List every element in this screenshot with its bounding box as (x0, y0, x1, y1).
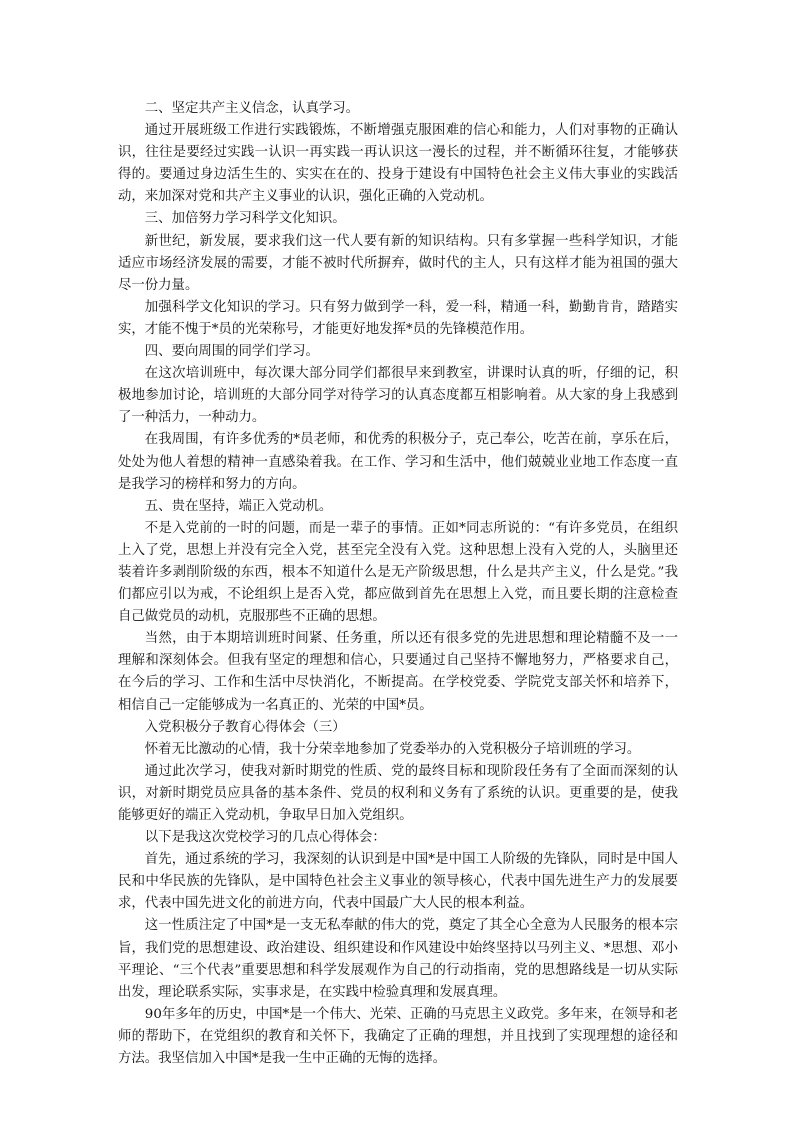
body-paragraph: 怀着无比激动的心情，我十分荣幸地参加了党委举办的入党积极分子培训班的学习。 (144, 741, 641, 757)
document-body (118, 98, 678, 1070)
body-paragraph: 首先，通过系统的学习，我深刻的认识到是中国*是中国工人阶级的先锋队，同时是中国人民和中华民族的先锋队，是中国特色社会主义事业的领导核心，代表中国先进生产力的发展要求，代表中国先进文化的前进方向，代表中国最广大人民的根本利益。 (118, 852, 678, 912)
section-heading-4: 四、要向周围的同学们学习。 (144, 344, 319, 360)
body-paragraph: 通过开展班级工作进行实践锻炼，不断增强克服困难的信心和能力，人们对事物的正确认识，往往是要经过实践一认识一再实践一再认识这一漫长的过程，并不断循环往复，才能够获得的。要通过身边活生生的、实实在在的、投身于建设有中国特色社会主义伟大事业的实践活动，来加深对党和共产主义事业的认识，强化正确的入党动机。 (118, 123, 678, 205)
body-paragraph: 90年多年的历史，中国*是一个伟大、光荣、正确的马克思主义政党。多年来，在领导和老师的帮助下，在党组织的教育和关怀下，我确定了正确的理想，并且找到了实现理想的途径和方法。我坚信加入中国*是我一生中正确的无悔的选择。 (118, 1006, 678, 1067)
document-title: 入党积极分子教育心得体会（三） (144, 719, 346, 735)
body-paragraph: 新世纪，新发展，要求我们这一代人要有新的知识结构。只有多掌握一些科学知识，才能适应市场经济发展的需要，才能不被时代所摒弃，做时代的主人，只有这样才能为祖国的强大尽一份力量。 (118, 233, 678, 293)
body-paragraph: 加强科学文化知识的学习。只有努力做到学一科，爱一科，精通一科，勤勤肯肯，踏踏实实，才能不愧于*员的光荣称号，才能更好地发挥*员的先锋模范作用。 (118, 299, 678, 337)
body-paragraph: 通过此次学习，使我对新时期党的性质、党的最终目标和现阶段任务有了全面而深刻的认识，对新时期党员应具备的基本条件、党员的权利和义务有了系统的认识。更重要的是，使我能够更好的端正入党动机，争取早日加入党组织。 (118, 763, 678, 823)
body-paragraph: 这一性质注定了中国*是一支无私奉献的伟大的党，奠定了其全心全意为人民服务的根本宗旨，我们党的思想建设、政治建设、组织建设和作风建设中始终坚持以马列主义、*思想、邓小平理论、“三个代表”重要思想和科学发展观作为自己的行动指南，党的思想路线是一切从实际出发，理论联系实际，实事求是，在实践中检验真理和发展真理。 (118, 918, 678, 1000)
body-paragraph: 当然，由于本期培训班时间紧、任务重，所以还有很多党的先进思想和理论精髓不及一一理解和深刻体会。但我有坚定的理想和信心，只要通过自己坚持不懈地努力，严格要求自己，在今后的学习、工作和生活中尽快消化，不断提高。在学校党委、学院党支部关怀和培养下，相信自己一定能够成为一名真正的、光荣的中国*员。 (118, 631, 678, 713)
section-heading-3: 三、加倍努力学习科学文化知识。 (144, 211, 346, 227)
section-heading-5: 五、贵在坚持，端正入党动机。 (144, 498, 333, 514)
body-paragraph: 在这次培训班中，每次课大部分同学们都很早来到教室，讲课时认真的听，仔细的记，积极地参加讨论，培训班的大部分同学对待学习的认真态度都互相影响着。从大家的身上我感到了一种活力，一种动力。 (118, 366, 678, 426)
body-paragraph: 以下是我这次党校学习的几点心得体会： (144, 830, 386, 846)
body-paragraph: 不是入党前的一时的问题，而是一辈子的事情。正如*同志所说的：“有许多党员，在组织上入了党，思想上并没有完全入党，甚至完全没有入党。这种思想上没有入党的人，头脑里还装着许多剥削阶级的东西，根本不知道什么是无产阶级思想，什么是共产主义，什么是党。”我们都应引以为戒，不论组织上是否入党，都应做到首先在思想上入党，而且要长期的注意检查自己做党员的动机，克服那些不正确的思想。 (118, 520, 678, 625)
body-paragraph: 在我周围，有许多优秀的*员老师，和优秀的积极分子，克己奉公，吃苦在前，享乐在后，处处为他人着想的精神一直感染着我。在工作、学习和生活中，他们兢兢业业地工作态度一直是我学习的榜样和努力的方向。 (118, 432, 678, 492)
section-heading-2: 二、坚定共产主义信念，认真学习。 (144, 101, 360, 116)
